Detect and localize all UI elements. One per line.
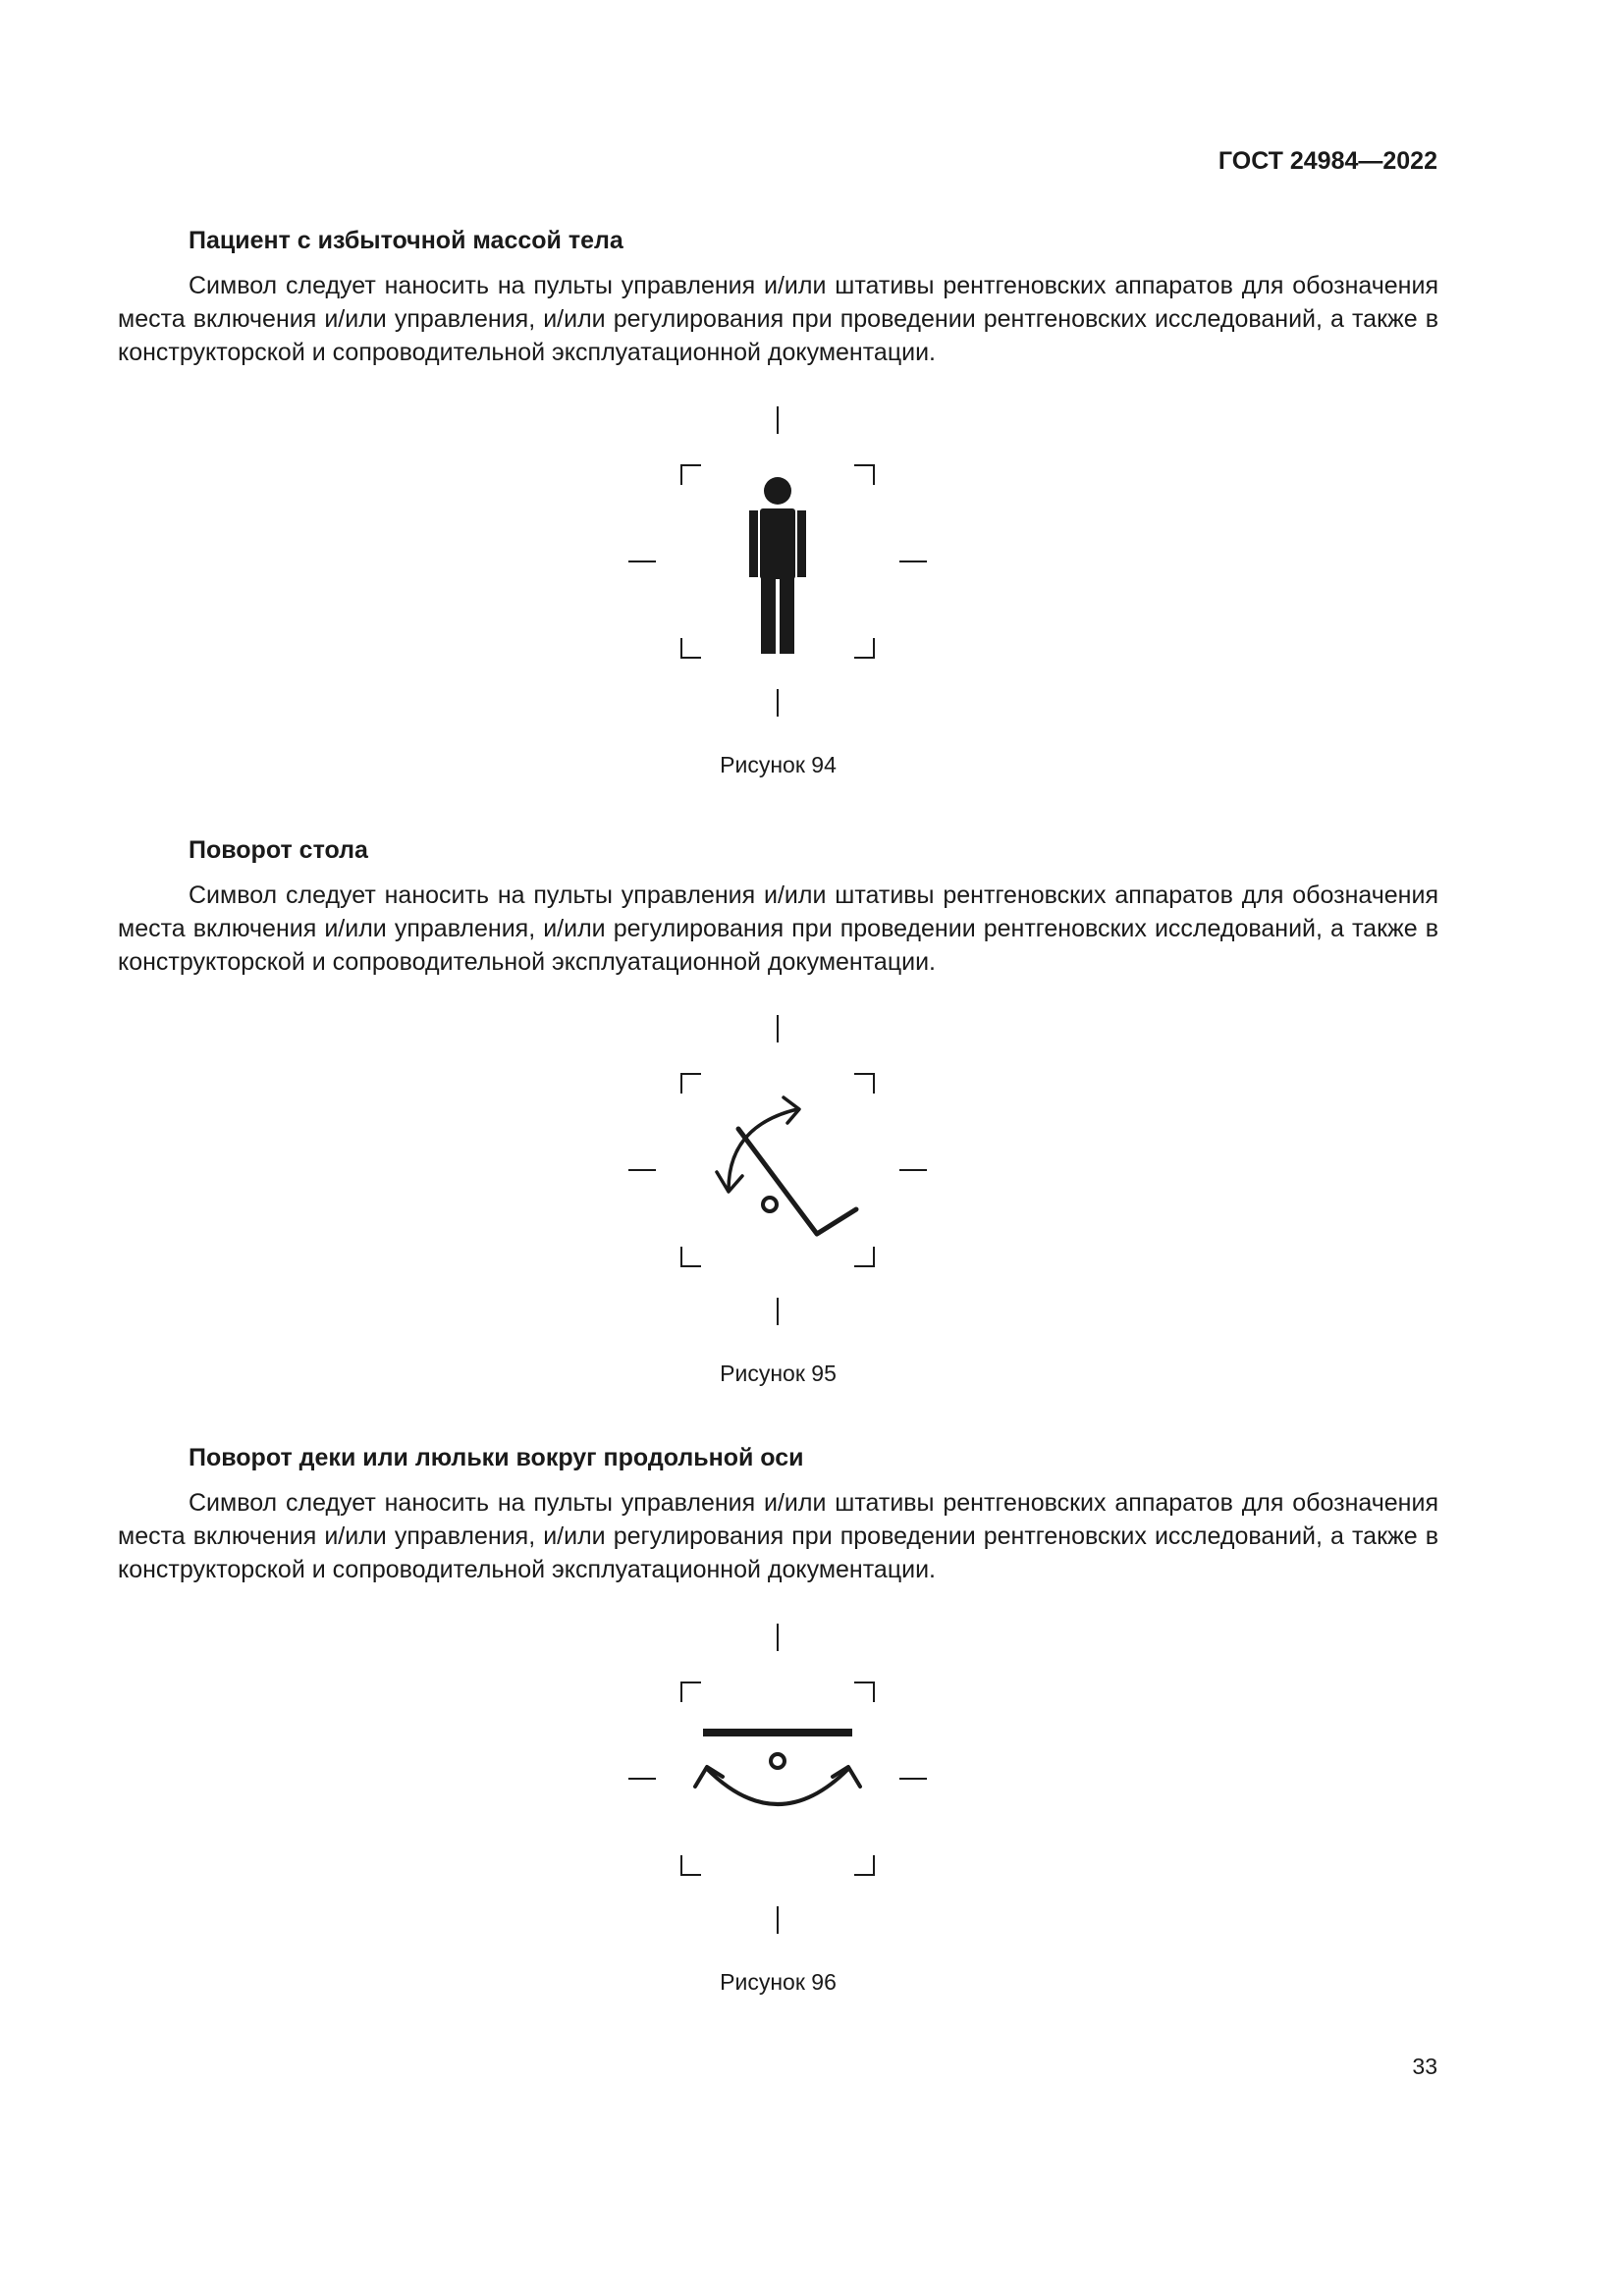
- table-rotation-icon: [621, 1013, 935, 1327]
- section-paragraph: Символ следует наносить на пульты управления и/или штативы рентгеновских аппаратов для обозначения места включения и/или управления, и/или регулирования при проведении рентгеновских исследований, а также в конструкторской и сопроводительной эксплуатационной документации.: [118, 1489, 1438, 1583]
- rotation-arrows-icon: [717, 1097, 799, 1192]
- rotation-axis-point: [763, 1198, 777, 1211]
- section-cradle-rotation: [118, 1441, 1438, 1586]
- human-figure: [749, 477, 806, 654]
- section-heading: Пациент с избыточной массой тела: [189, 227, 623, 254]
- document-code: ГОСТ 24984—2022: [1218, 147, 1437, 175]
- section-heading: Поворот деки или люльки вокруг продольной оси: [189, 1444, 804, 1471]
- tilted-table: [738, 1129, 856, 1234]
- overweight-patient-icon: [621, 404, 935, 719]
- figure-96-symbol: [621, 1622, 935, 1936]
- section-paragraph: Символ следует наносить на пульты управления и/или штативы рентгеновских аппаратов для обозначения места включения и/или управления, и/или регулирования при проведении рентгеновских исследований, а также в конструкторской и сопроводительной эксплуатационной документации.: [118, 272, 1438, 366]
- figure-94-symbol: [621, 404, 935, 719]
- cradle-longitudinal-rotation-icon: [621, 1622, 935, 1936]
- cradle-deck: [703, 1729, 852, 1736]
- rotation-arrows-icon: [695, 1767, 860, 1804]
- figure-caption: Рисунок 95: [720, 1361, 837, 1386]
- section-table-rotation: [118, 833, 1438, 979]
- frame-marks: [628, 1624, 927, 1934]
- figure-caption: Рисунок 94: [720, 752, 837, 777]
- frame-marks: [628, 1015, 927, 1325]
- section-paragraph: Символ следует наносить на пульты управления и/или штативы рентгеновских аппаратов для обозначения места включения и/или управления, и/или регулирования при проведении рентгеновских исследований, а также в конструкторской и сопроводительной эксплуатационной документации.: [118, 881, 1438, 976]
- section-heading: Поворот стола: [189, 836, 368, 864]
- section-overweight-patient: [118, 224, 1438, 369]
- page-number: 33: [1412, 2054, 1437, 2079]
- figure-95-symbol: [621, 1013, 935, 1327]
- figure-caption: Рисунок 96: [720, 1969, 837, 1995]
- rotation-axis-point: [771, 1754, 785, 1768]
